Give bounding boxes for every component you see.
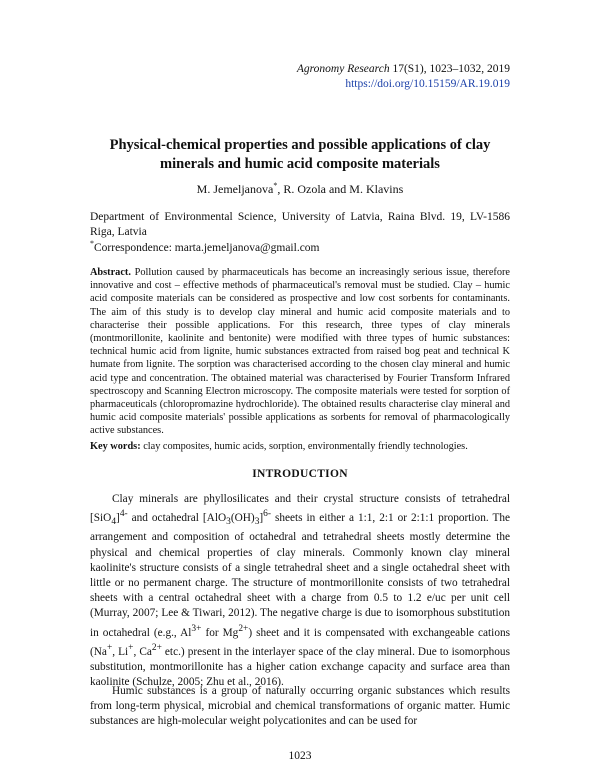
body-paragraph-1: Clay minerals are phyllosilicates and their crystal structure consists of tetrahedral $[SiO_4]^{4-}$ and octahedral $[AlO_3(OH)_3]^{6-}$ sheets in either a 1:1, 2:1 or 2:1:1 proportion. The arrangement and composition of octahedral and tetrahedral sheets mostly determine the physical and chemical properties of clay minerals. Commonly known clay mineral kaolinite's structure consists of a single tetrahedral sheet and a single octahedral sheet with little or no permanent charge. The structure of montmorillonite consists of two tetrahedral sheets with a central octahedral sheet with a charge from 0.5 to 1.2 e/uc per unit cell (Murray, 2007; Lee & Tiwari, 2012). The negative charge is due to isomorphous substitution in octahedral (e.g., $Al^{3+}$ for $Mg^{2+}$) sheet and it is compensated with exchangeable cations (Na+, Li+, $Ca^{2+}$ etc.) present in the interlayer space of the clay mineral. Due to isomorphous substitution, montmorillonite has a higher cation exchange capacity and surface area than kaolinite (Schulze, 2005; Zhu et al., 2016). bbox=[90, 493, 511, 688]
author-first: M. Jemeljanova bbox=[196, 182, 274, 196]
journal-header bbox=[297, 62, 510, 92]
volume-info: 17(S1), 1023–1032, 2019 bbox=[389, 63, 510, 75]
abstract-text: Pollution caused by pharmaceuticals has become an increasingly serious issue, therefore innovative and cost – effective methods of pharmaceutical's removal must be studied. Clay – humic acid composite materials can be considered as prospective and low cost sorbents for contaminants. The aim of this study is to develop clay mineral and humic acid composite materials and to characterise their possible applications. For this research, three types of clay minerals (montmorillonite, kaolinite and bentonite) were modified with three types of humic substances: technical humic acid from lignite, humic substances extracted from raised bog peat and technical K humate from lignite. The sorption was characterised according to the chosen clay mineral and humic acid type and concentration. The obtained material was characterised by Fourier Transform Infrared spectroscopy and Scanning Electron microscopy. The composite materials were tested for sorption of pharmaceuticals (chloropromazine hydrochloride). The obtained results characterise clay mineral and humic acid composite materials' possible applications as sorbents for removal of pharmacologically active substances. bbox=[90, 267, 510, 437]
corresponding-mark: * bbox=[273, 181, 278, 190]
keywords-label: Key words: bbox=[90, 441, 141, 452]
author-rest: , R. Ozola and M. Klavins bbox=[277, 182, 404, 196]
author-list bbox=[90, 181, 510, 197]
keywords-text: clay composites, humic acids, sorption, environmentally friendly technologies. bbox=[140, 441, 468, 452]
abstract-label: Abstract. bbox=[90, 267, 131, 278]
paper-title: Physical-chemical properties and possible applications of clay minerals and humic acid composite materials bbox=[109, 137, 491, 172]
keywords bbox=[90, 440, 510, 453]
journal-name: Agronomy Research bbox=[296, 63, 390, 75]
correspondence-text: Correspondence: marta.jemeljanova@gmail.com bbox=[94, 241, 320, 254]
abstract bbox=[90, 266, 510, 438]
page-number: 1023 bbox=[288, 750, 312, 762]
correspondence-mark: * bbox=[90, 239, 94, 248]
journal-citation bbox=[297, 62, 510, 77]
body-paragraph-2: Humic substances is a group of naturally occurring organic substances which results from long-term physical, microbial and chemical transformations of organic matter. Humic substances are high-molecular weight polycationites and can be used for bbox=[90, 685, 510, 728]
affiliation: Department of Environmental Science, University of Latvia, Raina Blvd. 19, LV-1586 Riga, Latvia bbox=[90, 211, 510, 238]
doi-link[interactable]: https://doi.org/10.15159/AR.19.019 bbox=[345, 78, 510, 90]
section-heading: INTRODUCTION bbox=[252, 468, 348, 480]
correspondence bbox=[90, 239, 510, 254]
